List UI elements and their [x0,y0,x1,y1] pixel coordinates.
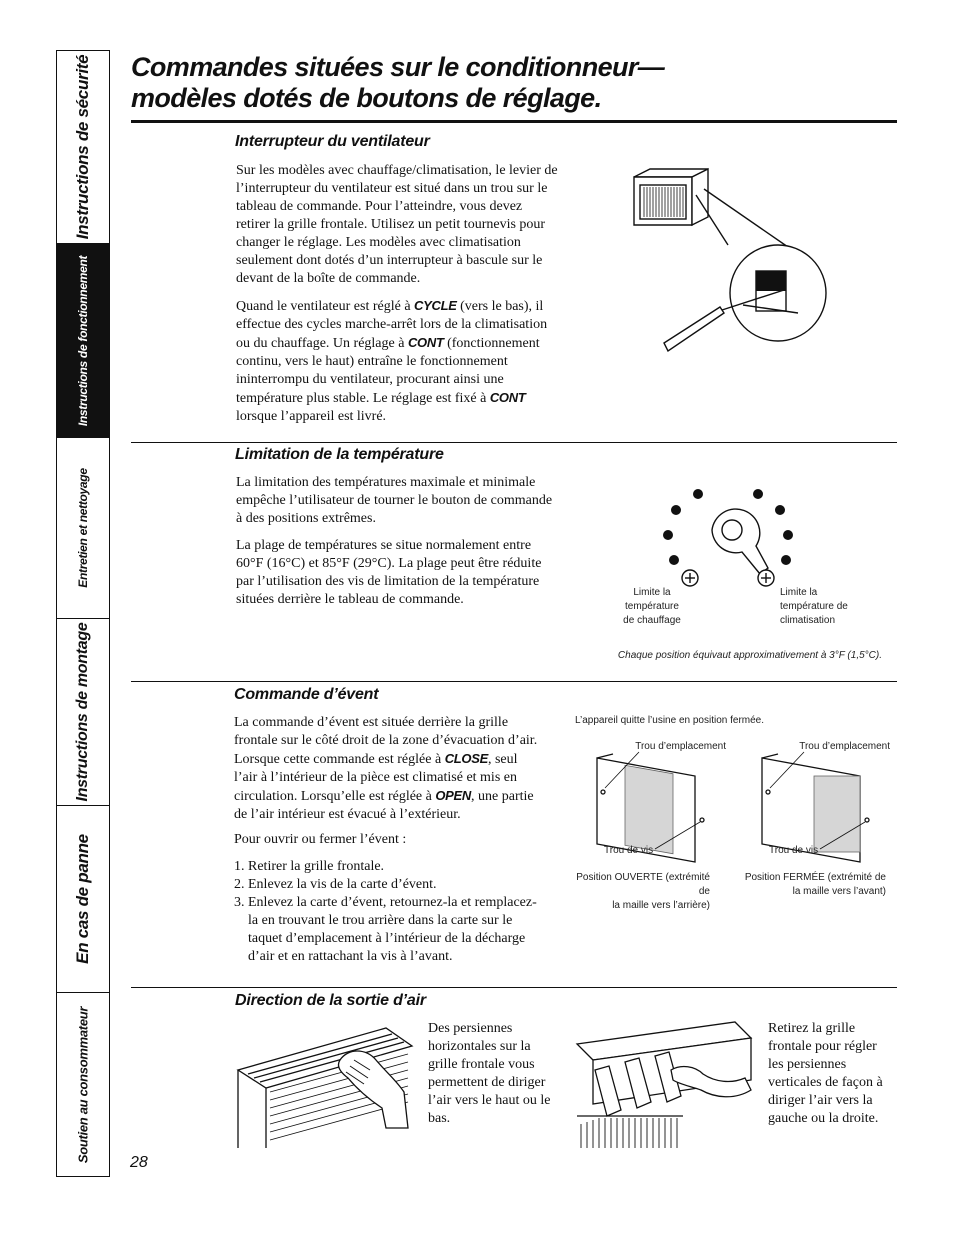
heating-limit-label [612,586,692,628]
list-item [234,876,544,894]
fan-switch-paragraph-1: Sur les modèles avec chauffage/climatisation, le levier de l’interrupteur du ventilateur est situé dans un trou sur le tableau de commande. Pour l’atteindre, vous devez retirer la grille frontale. Utilisez un petit tournevis pour changer le réglage. Les modèles avec climatisation seulement dont dotés d’un interrupteur à bascule sur le devant de la boîte de commande. [236,163,558,286]
vent-paragraph-1 [234,714,544,824]
temp-limit-heading: Limitation de la température [235,446,444,463]
open-position-caption [566,871,710,913]
left-screw-label: Trou de vis [604,845,654,856]
tab-label: Instructions de fonctionnement [76,255,90,426]
tab-label: Instructions de sécurité [73,54,92,240]
text-run: , une partie de l’air intérieur est évacué à l’extérieur. [234,789,534,822]
tab-label: Instructions de montage [74,622,91,802]
vertical-louvers-text: Retirez la grille frontale pour régler les persiennes verticales de façon à diriger l’air vers la gauche ou la droite. [768,1021,883,1126]
caption-line: la maille vers l’avant) [792,886,886,897]
keyword-cycle: CYCLE [414,298,457,313]
tab-label: Entretien et nettoyage [76,468,90,588]
label-line: température de [780,601,848,612]
section-divider [131,442,897,443]
tab-troubleshooting[interactable] [57,806,109,993]
tab-label: Soutien au consommateur [75,1006,91,1163]
tab-label: En cas de panne [73,834,92,964]
dial-caption: Chaque position équivaut approximativement à 3°F (1,5°C). [617,650,882,661]
tab-consumer-support[interactable] [57,993,109,1176]
fan-switch-heading: Interrupteur du ventilateur [235,133,430,150]
horizontal-louvers-text: Des persiennes horizontales sur la grille frontale vous permettent de diriger l’air vers le haut ou le bas. [428,1021,551,1126]
vent-steps-list [234,858,544,966]
list-item [234,858,544,876]
list-item [234,894,544,966]
caption-line: la maille vers l’arrière) [612,900,710,911]
keyword-cont: CONT [407,335,444,350]
caption-line: Position OUVERTE (extrémité de [576,872,710,897]
text-run: , seul l’air à l’intérieur de la pièce est climatisé et mis en circulation. Lorsqu’elle est réglée à [234,752,518,804]
fan-switch-illustration [628,165,833,365]
label-line: Limite la [780,587,818,598]
caption-line: Position FERMÉE (extrémité de [744,872,886,883]
section-tab-strip [56,50,110,1177]
tab-care-and-cleaning[interactable] [57,438,109,619]
label-line: Limite la [633,587,671,598]
factory-position-note: L’appareil quitte l’usine en position fermée. [575,715,765,726]
step-number: 2. [234,877,245,892]
right-screw-label: Trou de vis [769,845,819,856]
step-text: Retirer la grille frontale. [248,859,385,874]
text-run: Quand le ventilateur est réglé à [236,299,415,314]
closed-position-caption [742,871,886,899]
page-title [131,52,664,114]
text-run: (vers le bas), il effectue des cycles marche-arrêt lors de la climatisation ou du chauffage. Un réglage à [236,299,548,351]
temp-limit-paragraph-2: La plage de températures se situe normalement entre 60°F (16°C) et 85°F (29°C). La plage peut être réduite par l’utilisation des vis de limitation de la température situées derrière le tableau de commande. [236,538,542,607]
keyword-close: CLOSE [444,751,488,766]
page-title-line-2: modèles dotés de boutons de réglage. [131,83,602,113]
label-line: de chauffage [623,615,681,626]
section-divider [131,681,897,682]
vent-paragraph-2: Pour ouvrir ou fermer l’évent : [234,832,407,847]
section-divider [131,987,897,988]
tab-operating-instructions[interactable] [57,244,109,438]
tab-safety-instructions[interactable] [57,51,109,244]
temp-limit-paragraph-1: La limitation des températures maximale et minimale empêche l’utilisateur de tourner le bouton de commande à des positions extrêmes. [236,475,553,526]
keyword-open: OPEN [435,788,472,803]
tab-installation-instructions[interactable] [57,619,109,806]
text-run: lorsque l’appareil est livré. [236,409,387,424]
label-line: température [625,601,679,612]
page-number: 28 [130,1154,148,1171]
title-rule [131,120,897,123]
page-title-line-1: Commandes situées sur le conditionneur— [131,52,665,82]
step-text: Enlevez la vis de la carte d’évent. [248,877,437,892]
step-number: 1. [234,859,245,874]
vent-heading: Commande d’évent [234,686,379,703]
air-direction-heading: Direction de la sortie d’air [235,992,426,1009]
temperature-limit-dial-diagram [660,482,800,592]
right-hole-label: Trou d’emplacement [799,741,890,752]
step-text: Enlevez la carte d’évent, retournez-la et remplacez-la en trouvant le trou arrière dans la carte sur le taquet d’emplacement à l’intérieur de la décharge d’air et en rattachant la vis à l’avant. [248,895,537,964]
label-line: climatisation [780,615,836,626]
keyword-cont: CONT [489,390,526,405]
fan-switch-paragraph-2 [236,297,558,426]
step-number: 3. [234,895,245,910]
vertical-louvers-illustration [575,1020,755,1148]
horizontal-louvers-illustration [236,1020,416,1148]
cooling-limit-label [780,586,880,628]
left-hole-label: Trou d’emplacement [635,741,726,752]
text-run: La commande d’évent est située derrière la grille frontale sur le côté droit de la zone d’évacuation d’air. Lorsque cette commande est réglée à [234,715,538,767]
text-run: (fonctionnement continu, vers le haut) entraîne le fonctionnement ininterrompu du ventilateur, procurant ainsi une température plus stable. Le réglage est fixé à [236,336,540,406]
